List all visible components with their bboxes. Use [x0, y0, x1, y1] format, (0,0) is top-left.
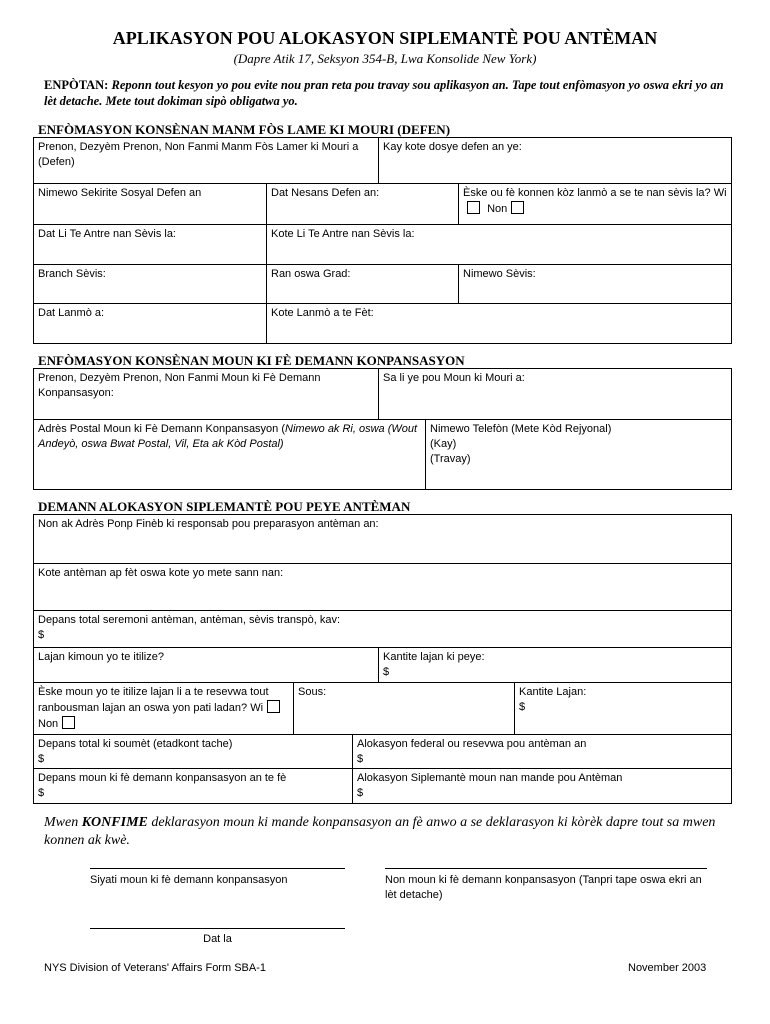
- declaration-confirm-word: KONFIME: [81, 815, 148, 830]
- rank-field[interactable]: [267, 265, 458, 303]
- footer-date: November 2003: [628, 962, 707, 974]
- deceased-ssn-label: Nimewo Sekirite Sosyal Defen an: [38, 187, 202, 199]
- section-request-title: DEMANN ALOKASYON SIPLEMANTÈ POU PEYE ANTÈMAN: [38, 499, 411, 514]
- source-field[interactable]: [294, 683, 514, 734]
- money-used-label: Lajan kimoun yo te itilize?: [38, 651, 164, 663]
- burial-place-label: Kote antèman ap fèt oswa kote yo mete sann nan:: [38, 567, 284, 579]
- section-deceased-title: ENFÒMASYON KONSÈNAN MANM FÒS LAME KI MOURI (DEFEN): [38, 122, 451, 137]
- important-notice: [44, 77, 734, 109]
- form-title: APLIKASYON POU ALOKASYON SIPLEMANTÈ POU ANTÈMAN: [112, 28, 658, 48]
- service-entry-date-label: Dat Li Te Antre nan Sèvis la:: [38, 228, 176, 240]
- total-submitted-dollar: $: [38, 753, 45, 765]
- supplemental-allocation-dollar: $: [357, 787, 364, 799]
- funeral-home-label: Non ak Adrès Ponp Finèb ki responsab pou preparasyon antèman an:: [38, 518, 379, 530]
- federal-allocation-dollar: $: [357, 753, 364, 765]
- no-checkbox[interactable]: [511, 201, 524, 214]
- relationship-label: Sa li ye pou Moun ki Mouri a:: [383, 372, 525, 384]
- death-place-field[interactable]: [267, 304, 731, 343]
- service-entry-date-field[interactable]: [34, 225, 266, 264]
- funeral-home-field[interactable]: [34, 515, 731, 563]
- no-label: Non: [487, 203, 508, 215]
- file-location-field[interactable]: [379, 138, 731, 183]
- reimbursed-amount-label: Kantite Lajan:: [519, 686, 587, 698]
- money-used-field[interactable]: [34, 648, 378, 682]
- source-label: Sous:: [298, 686, 327, 698]
- form-subtitle: (Dapre Atik 17, Seksyon 354-B, Lwa Konsolide New York): [233, 51, 537, 66]
- branch-field[interactable]: [34, 265, 266, 303]
- supplemental-allocation-label: Alokasyon Siplemantè moun nan mande pou Antèman: [357, 772, 623, 784]
- claimant-address-label-detail: Nimewo ak Ri, oswa (Wout Andeyò, oswa Bwat Postal, Vil, Eta ak Kòd Postal): [38, 423, 418, 450]
- total-expenses-dollar: $: [38, 629, 45, 641]
- reimbursement-no-label: Non: [38, 718, 59, 730]
- deceased-name-field[interactable]: [34, 138, 378, 183]
- date-label: Dat la: [203, 933, 232, 945]
- declaration-body: deklarasyon moun ki mande konpansasyon an fè anwo a se deklarasyon ki kòrèk dapre tout sa mwen konnen ak kwè.: [44, 815, 716, 848]
- reimbursement-yes-checkbox[interactable]: [267, 700, 280, 713]
- deceased-name-label: Prenon, Dezyèm Prenon, Non Fanmi Manm Fòs Lamer ki Mouri a (Defen): [38, 141, 359, 168]
- claimant-expenses-dollar: $: [38, 787, 45, 799]
- signature-line[interactable]: [90, 868, 345, 869]
- signature-label: Siyati moun ki fè demann konpansasyon: [90, 874, 288, 886]
- total-submitted-field[interactable]: [34, 735, 352, 768]
- deceased-dob-label: Dat Nesans Defen an:: [271, 187, 380, 199]
- print-name-line[interactable]: [385, 868, 707, 869]
- relationship-field[interactable]: [379, 369, 731, 419]
- burial-place-field[interactable]: [34, 564, 731, 610]
- federal-allocation-label: Alokasyon federal ou resevwa pou antèman an: [357, 738, 587, 750]
- federal-allocation-field[interactable]: [353, 735, 731, 768]
- claimant-address-label: Adrès Postal Moun ki Fè Demann Konpansasyon (: [38, 423, 286, 435]
- service-death-question-text: Èske ou fè konnen kòz lanmò a se te nan sèvis la?: [463, 187, 711, 199]
- service-number-field[interactable]: [459, 265, 731, 303]
- file-location-label: Kay kote dosye defen an ye:: [383, 141, 522, 153]
- amount-paid-field[interactable]: [379, 648, 731, 682]
- phone-field[interactable]: [426, 420, 731, 489]
- total-expenses-field[interactable]: [34, 611, 731, 647]
- death-place-label: Kote Lanmò a te Fèt:: [271, 307, 374, 319]
- supplemental-allocation-field[interactable]: [353, 769, 731, 803]
- claimant-expenses-field[interactable]: [34, 769, 352, 803]
- death-date-label: Dat Lanmò a:: [38, 307, 105, 319]
- notice-text: Reponn tout kesyon yo pou evite nou pran reta pou travay sou aplikasyon an. Tape tout enfòmasyon yo oswa ekri yo an lèt detache. Mete tout dokiman sipò obligatwa yo.: [44, 78, 724, 108]
- reimbursed-amount-field[interactable]: [515, 683, 731, 734]
- claimant-name-label: Prenon, Dezyèm Prenon, Non Fanmi Moun ki Fè Demann Konpansasyon:: [38, 372, 321, 399]
- reimbursement-question: [34, 683, 293, 734]
- claimant-name-field[interactable]: [34, 369, 378, 419]
- reimbursement-question-text: Èske moun yo te itilize lajan li a te resevwa tout ranbousman lajan an oswa yon pati ladan?: [38, 686, 269, 714]
- total-submitted-label: Depans total ki soumèt (etadkont tache): [38, 738, 233, 750]
- print-name-label: Non moun ki fè demann konpansasyon (Tanpri tape oswa ekri an lèt detache): [385, 874, 702, 901]
- total-expenses-label: Depans total seremoni antèman, antèman, sèvis transpò, kav:: [38, 614, 341, 626]
- amount-paid-label: Kantite lajan ki peye:: [383, 651, 485, 663]
- yes-label: Wi: [713, 187, 727, 199]
- section-claimant-title: ENFÒMASYON KONSÈNAN MOUN KI FÈ DEMANN KONPANSASYON: [38, 353, 465, 368]
- reimbursement-no-checkbox[interactable]: [62, 716, 75, 729]
- claimant-expenses-label: Depans moun ki fè demann konpansasyon an te fè: [38, 772, 287, 784]
- declaration-prefix: Mwen: [44, 815, 82, 830]
- claimant-address-field[interactable]: [34, 420, 425, 489]
- phone-work-label: (Travay): [430, 453, 471, 465]
- phone-home-label: (Kay): [430, 438, 457, 450]
- deceased-ssn-field[interactable]: [34, 184, 266, 224]
- rank-label: Ran oswa Grad:: [271, 268, 351, 280]
- service-number-label: Nimewo Sèvis:: [463, 268, 536, 280]
- footer-form-id: NYS Division of Veterans' Affairs Form SBA-1: [44, 962, 266, 974]
- death-date-field[interactable]: [34, 304, 266, 343]
- branch-label: Branch Sèvis:: [38, 268, 106, 280]
- service-entry-place-field[interactable]: [267, 225, 731, 264]
- yes-checkbox[interactable]: [467, 201, 480, 214]
- service-death-question: [459, 184, 731, 224]
- reimbursement-yes-label: Wi: [250, 702, 264, 714]
- date-line[interactable]: [90, 928, 345, 929]
- amount-paid-dollar: $: [383, 666, 390, 678]
- service-entry-place-label: Kote Li Te Antre nan Sèvis la:: [271, 228, 415, 240]
- phone-label: Nimewo Telefòn (Mete Kòd Rejyonal): [430, 423, 612, 435]
- notice-label: ENPÒTAN:: [44, 78, 109, 92]
- declaration-text: [44, 814, 734, 850]
- reimbursed-amount-dollar: $: [519, 701, 526, 713]
- deceased-dob-field[interactable]: [267, 184, 458, 224]
